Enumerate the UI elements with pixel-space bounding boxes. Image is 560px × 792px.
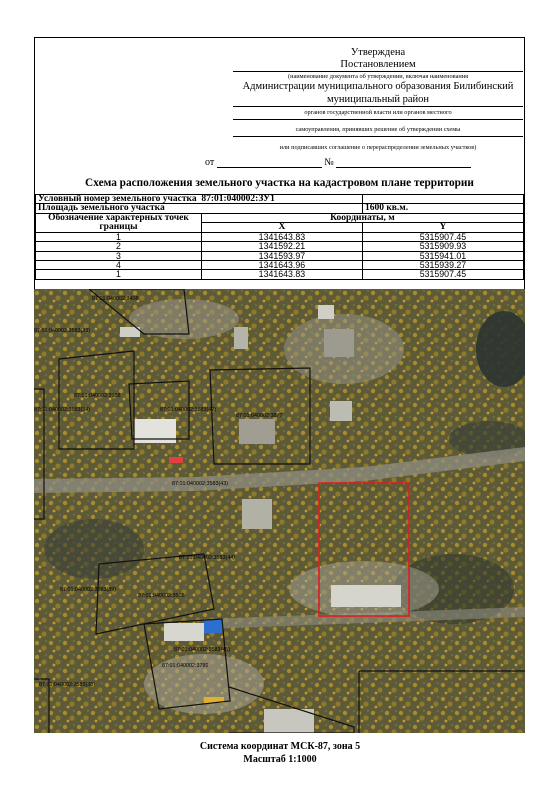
point-x: 1341593.97: [201, 251, 362, 260]
building: [318, 305, 334, 319]
point-y: 5315939.27: [362, 261, 523, 270]
cadastral-label: 87:01:040002:3877: [236, 413, 283, 419]
note-3: самоуправления, принявших решение об утверждении схемы: [233, 126, 523, 137]
plot-number-label: Условный номер земельного участка: [38, 194, 197, 204]
table-row: [36, 242, 524, 251]
point-y: 5315941.01: [362, 251, 523, 260]
cadastral-label: 87:01:040002:3583(38): [39, 682, 96, 688]
points-header: [36, 213, 202, 232]
cadastral-label: 87:01:040002:3583(44): [179, 555, 236, 561]
cadastral-label: 87:01:040002:3565: [138, 593, 185, 599]
cadastral-label: 87:01:040002:3583(45): [174, 647, 231, 653]
point-x: 1341643.83: [201, 270, 362, 279]
point-x: 1341592.21: [201, 242, 362, 251]
aerial-map: [34, 289, 525, 733]
plot-number-value: 87:01:040002:ЗУ1: [201, 194, 275, 204]
table-row: [36, 270, 524, 279]
red-object: [169, 457, 183, 463]
note-4: или подписавших соглашение о перераспределении земельных участков): [279, 144, 477, 151]
cadastral-label: 87:01:040002:3583(34): [34, 407, 91, 413]
point-y: 5315907.45: [362, 270, 523, 279]
building: [242, 499, 272, 529]
approved-text: Утверждена: [350, 47, 406, 58]
building: [324, 329, 354, 357]
points-header-line1: Обозначение характерных точек: [48, 212, 189, 223]
cadastral-label: 87:01:040002:3583(39): [60, 587, 117, 593]
ground: [34, 289, 525, 733]
coords-header: Координаты, м: [201, 213, 523, 223]
building: [239, 419, 275, 444]
doc-note: (наименование документа об утверждении, включая наименования: [288, 73, 468, 80]
point-id: 1: [36, 270, 202, 279]
building: [264, 709, 314, 733]
blue-roof: [204, 619, 222, 633]
cadastral-label: 87:01:040002:3958: [74, 393, 121, 399]
resolution-text: Постановлением: [233, 59, 523, 72]
building: [331, 585, 401, 607]
building: [164, 623, 204, 641]
cadastral-label: 87:01:040002:3583(43): [172, 481, 229, 487]
point-y: 5315909.93: [362, 242, 523, 251]
point-id: 2: [36, 242, 202, 251]
y-header: Y: [362, 223, 523, 233]
number-blank: [336, 167, 471, 168]
authority-line-1: Администрации муниципального образования Билибинский: [242, 81, 514, 92]
crs-caption: Система координат МСК-87, зона 5: [199, 741, 361, 752]
point-id: 1: [36, 232, 202, 241]
point-id: 4: [36, 261, 202, 270]
cadastral-label: 87:01:040002:3583(33): [34, 328, 91, 334]
building: [234, 327, 248, 349]
cadastral-label: 87:01:040002:3408: [92, 296, 139, 302]
building: [330, 401, 352, 421]
point-x: 1341643.83: [201, 232, 362, 241]
signature-line: [205, 157, 525, 168]
wet-area: [44, 519, 144, 579]
point-y: 5315907.45: [362, 232, 523, 241]
from-label: от: [205, 157, 215, 168]
points-header-line2: границы: [99, 221, 138, 232]
scale-caption: Масштаб 1:1000: [243, 754, 317, 765]
point-id: 3: [36, 251, 202, 260]
note-2: органов государственной власти или органов местного: [233, 109, 523, 120]
plot-area-label: Площадь земельного участка: [36, 204, 363, 213]
authority-line-2: муниципальный район: [233, 94, 523, 107]
document-title: Схема расположения земельного участка на кадастровом плане территории: [85, 177, 474, 189]
plot-area-value: 1600 кв.м.: [362, 204, 523, 213]
plot-table: [35, 194, 524, 280]
number-label: №: [324, 157, 334, 168]
cadastral-label: 87:01:040002:3583(42): [160, 407, 217, 413]
cadastral-label: 87:01:040002:3789: [162, 663, 209, 669]
date-blank: [217, 167, 322, 168]
point-x: 1341643.96: [201, 261, 362, 270]
aerial-map-svg: [34, 289, 525, 733]
gravel: [129, 299, 239, 339]
x-header: X: [201, 223, 362, 233]
